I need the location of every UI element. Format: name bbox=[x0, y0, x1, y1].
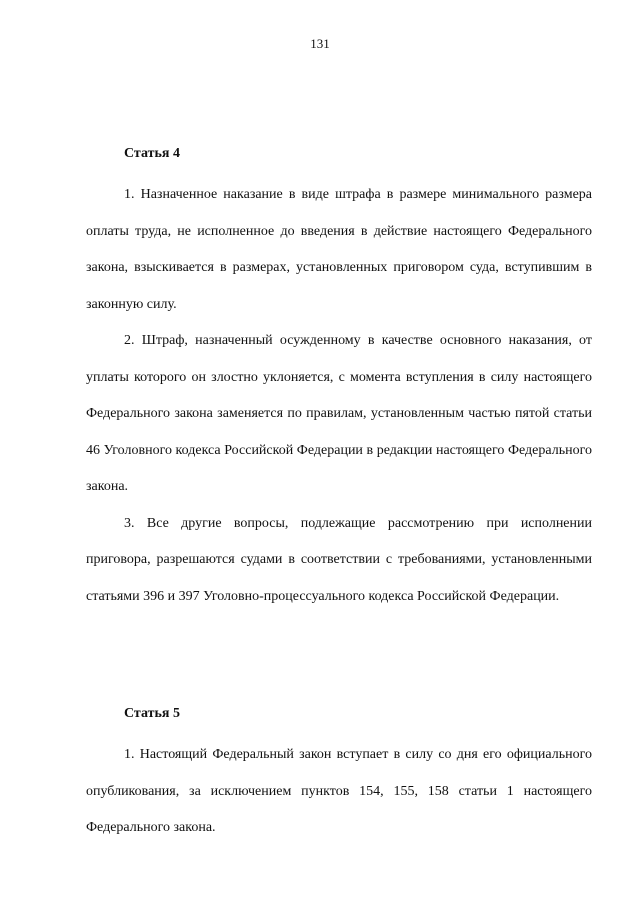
article-5 bbox=[86, 704, 592, 847]
article-5-heading: Статья 5 bbox=[124, 706, 180, 721]
article-5-paragraph-1: 1. Настоящий Федеральный закон вступает в силу со дня его официального опубликования, за исключением пунктов 154, 155, 158 статьи 1 настоящего Федерального закона. bbox=[86, 747, 592, 835]
article-4 bbox=[86, 144, 592, 615]
article-4-paragraph-2: 2. Штраф, назначенный осужденному в качестве основного наказания, от уплаты которого он злостно уклоняется, с момента вступления в силу настоящего Федерального закона заменяется по правилам, установленным частью пятой статьи 46 Уголовного кодекса Российской Федерации в редакции настоящего Федерального закона. bbox=[86, 333, 592, 494]
article-4-paragraph-1: 1. Назначенное наказание в виде штрафа в размере минимального размера оплаты труда, не исполненное до введения в действие настоящего Федерального закона, взыскивается в размерах, установленных приговором суда, вступившим в законную силу. bbox=[86, 187, 592, 312]
page-number: 131 bbox=[310, 36, 330, 51]
article-4-heading: Статья 4 bbox=[124, 146, 180, 161]
article-4-paragraph-3: 3. Все другие вопросы, подлежащие рассмотрению при исполнении приговора, разрешаются судами в соответствии с требованиями, установленными статьями 396 и 397 Уголовно-процессуального кодекса Российской Федерации. bbox=[86, 515, 592, 604]
